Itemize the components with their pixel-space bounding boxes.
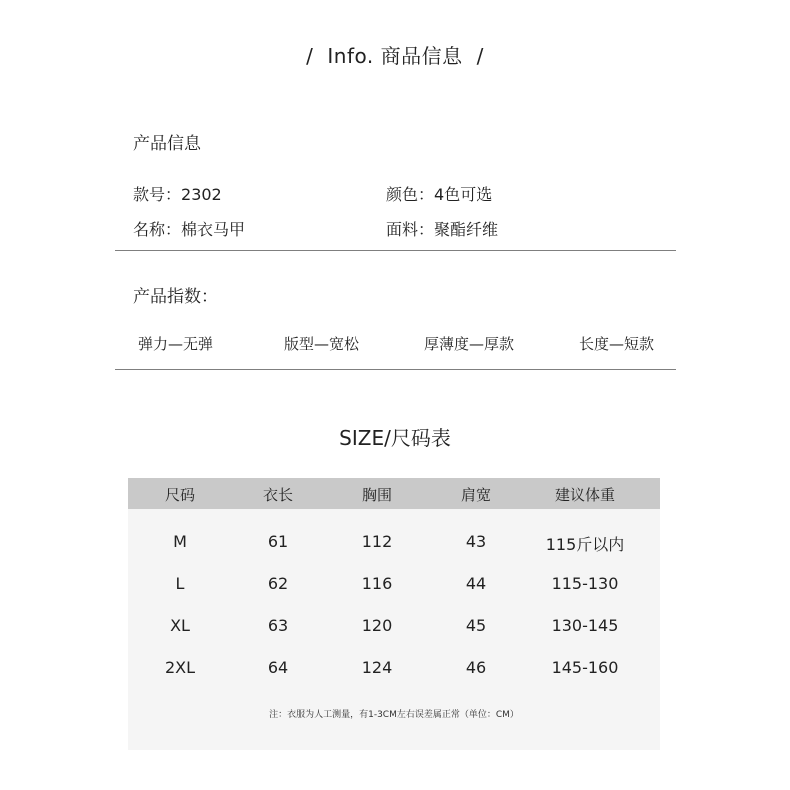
table-cell-length: 64 [267, 658, 289, 677]
style-number-field [133, 182, 222, 205]
color-label: 颜色： [386, 185, 435, 204]
fabric-value: 聚酯纤维 [434, 220, 499, 239]
fabric-label: 面料： [386, 220, 435, 239]
table-cell-chest: 112 [361, 532, 393, 551]
size-chart-title: SIZE/尺码表 [339, 426, 451, 450]
measurement-note: 注：衣服为人工测量，有1-3CM左右误差属正常（单位：CM） [269, 710, 519, 720]
product-index-title: 产品指数： [133, 287, 218, 307]
header-weight: 建议体重 [554, 486, 615, 504]
header-slash-right: / [476, 44, 484, 68]
divider-bottom [115, 369, 676, 370]
page-header [0, 40, 790, 69]
table-cell-weight: 115斤以内 [545, 535, 625, 554]
size-table-header [128, 478, 660, 509]
table-cell-weight: 145-160 [551, 658, 619, 677]
table-cell-length: 63 [267, 616, 289, 635]
table-cell-length: 61 [267, 532, 289, 551]
header-length: 衣长 [262, 486, 293, 504]
table-cell-shoulder: 44 [465, 574, 487, 593]
index-item-fit: 版型—宽松 [284, 335, 360, 353]
table-cell-shoulder: 45 [465, 616, 487, 635]
table-cell-chest: 124 [361, 658, 393, 677]
index-item-elasticity: 弹力—无弹 [138, 335, 214, 353]
table-cell-size: 2XL [164, 658, 196, 677]
style-number-label: 款号： [133, 185, 182, 204]
header-slash-left: / [306, 44, 314, 68]
page-title: Info. 商品信息 [327, 44, 463, 68]
table-cell-chest: 120 [361, 616, 393, 635]
header-shoulder: 肩宽 [460, 486, 491, 504]
index-item-thickness: 厚薄度—厚款 [424, 335, 515, 353]
table-cell-shoulder: 46 [465, 658, 487, 677]
table-cell-chest: 116 [361, 574, 393, 593]
table-cell-size: L [175, 574, 185, 593]
table-cell-weight: 130-145 [551, 616, 619, 635]
header-size: 尺码 [164, 486, 195, 504]
name-value: 棉衣马甲 [181, 220, 246, 239]
name-label: 名称： [133, 220, 182, 239]
table-cell-size: XL [170, 616, 190, 635]
color-value: 4色可选 [434, 185, 493, 204]
product-info-title: 产品信息 [133, 134, 201, 154]
fabric-field [386, 217, 498, 240]
header-chest: 胸围 [361, 486, 392, 504]
name-field [133, 217, 245, 240]
table-cell-shoulder: 43 [465, 532, 487, 551]
size-table [128, 478, 660, 750]
color-field [386, 182, 492, 205]
index-item-length: 长度—短款 [579, 335, 655, 353]
table-cell-weight: 115-130 [551, 574, 619, 593]
table-cell-size: M [173, 532, 187, 551]
style-number-value: 2302 [181, 185, 222, 204]
divider-top [115, 250, 676, 251]
table-cell-length: 62 [267, 574, 289, 593]
